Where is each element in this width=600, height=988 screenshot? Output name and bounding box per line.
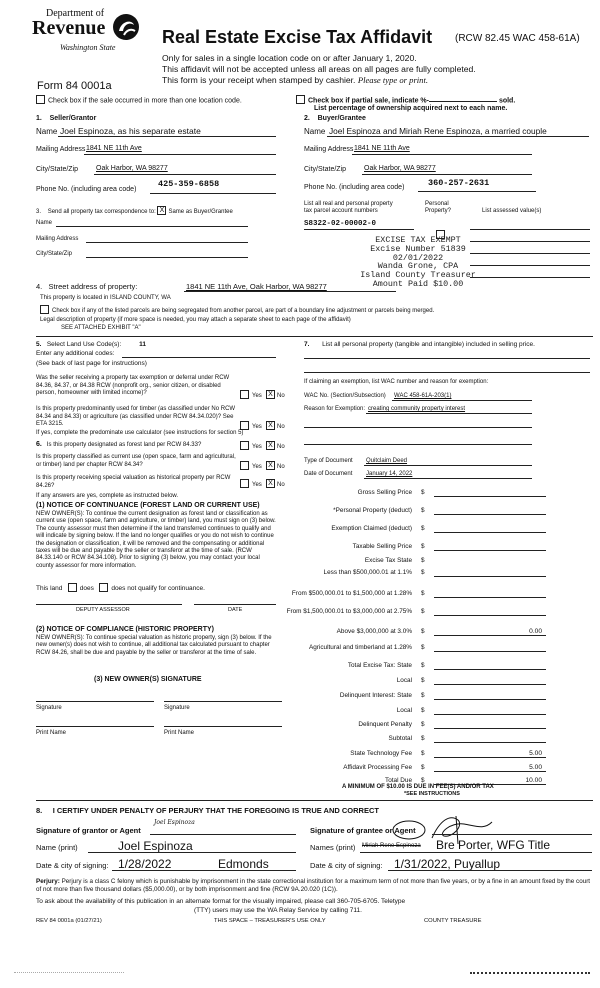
section6-q3: Is this property receiving special valuation as historical property per RCW 84.26? xyxy=(36,475,231,489)
section6-q1: 6. Is this property designated as forest land per RCW 84.33? xyxy=(36,441,202,448)
buyer-phone-label: Phone No. (including area code) xyxy=(304,184,405,191)
new-owner-sig-title: (3) NEW OWNER(S) SIGNATURE xyxy=(94,676,202,683)
section5-see-back: (See back of last page for instructions) xyxy=(36,360,147,367)
tax-row-label: Subtotal xyxy=(388,735,412,742)
buyer-name-label: Name xyxy=(304,127,326,136)
page-title: Real Estate Excise Tax Affidavit xyxy=(162,27,433,47)
section3-mail-label: Mailing Address xyxy=(36,236,79,242)
minimum-note: A MINIMUM OF $10.00 IS DUE IN FEE(S) AND/OR TAX xyxy=(342,784,494,790)
tax-row-label: Total Due xyxy=(385,777,412,784)
logo-swirl-icon xyxy=(110,11,142,43)
tax-row-dollar: $ xyxy=(421,608,425,615)
tax-row-dollar: $ xyxy=(421,590,425,597)
section5-q2-no[interactable]: X No xyxy=(266,422,285,431)
parcels-h2b: Property? xyxy=(425,208,452,214)
tax-row-dollar: $ xyxy=(421,662,425,669)
section5-q1-yes[interactable]: Yes xyxy=(240,391,262,400)
tax-row-line xyxy=(434,496,546,497)
section5-label: 5. Select Land Use Code(s): 11 xyxy=(36,341,146,348)
tax-row-line xyxy=(434,514,546,515)
tax-row-label: *Personal Property (deduct) xyxy=(333,507,412,514)
section6-q1-yes[interactable]: Yes xyxy=(240,442,262,451)
stamp-line4: Wanda Grone, CPA xyxy=(377,261,459,272)
names-print-label: Names (print) xyxy=(310,843,356,852)
tax-row-line xyxy=(434,699,546,700)
tax-row-dollar: $ xyxy=(421,525,425,532)
exempt-stamp xyxy=(360,236,476,289)
notice1-body: NEW OWNER(S): To continue the current designation as forest land or classification as current use (open space, farm and agriculture, or timber) land, you must sign on (3) below. The county assessor must then determine if the land transferred continues to qualify and will indicate by signing below. If the land no longer qualifies or you do not wish to continue the designation or classification, it will be removed and the compensating or additional taxes will be due and payable by the seller or transferor at the time of sale. (RCW 84.33.140 or RCW 84.34.108). Prior to signing (3) below, you may contact your local county assessor for more information. xyxy=(36,511,276,569)
county-treasure: COUNTY TREASURE xyxy=(424,918,482,924)
section3-label: 3. Send all property tax correspondence to: X Same as Buyer/Grantee xyxy=(36,207,233,216)
tax-row-line xyxy=(434,615,546,616)
buyer-mail[interactable]: 1841 NE 11th Ave xyxy=(354,145,410,152)
seller-heading: 1. Seller/Grantor xyxy=(36,115,97,122)
grantor-signature[interactable]: Joel Espinoza xyxy=(154,819,195,826)
tax-row-line xyxy=(434,742,546,743)
seller-phone[interactable]: 425-359-6858 xyxy=(158,179,220,189)
see-instructions: *SEE INSTRUCTIONS xyxy=(404,791,460,797)
reason-label: Reason for Exemption: xyxy=(304,406,366,412)
section5-q2b: If yes, complete the predominate use calculator (see instructions for section 5) xyxy=(36,430,244,436)
tax-row-label: Above $3,000,000 at 3.0% xyxy=(336,628,412,635)
logo-name: Revenue xyxy=(32,17,106,39)
tax-row-line xyxy=(434,597,546,598)
tax-row-dollar: $ xyxy=(421,692,425,699)
seller-name-label: Name xyxy=(36,127,58,136)
section6-any-yes: If any answers are yes, complete as instructed below. xyxy=(36,493,179,499)
tax-row-line xyxy=(434,532,546,533)
section6-q2: Is this property classified as current use (open space, farm and agricultural, or timber) land per chapter RCW 84.34? xyxy=(36,454,236,468)
ask-alt-format: To ask about the availability of this publication in an alternate format for the visually impaired, please call 360-705-6705. Teletype xyxy=(36,898,406,905)
header-sub3: This form is your receipt when stamped by cashier. Please type or print. xyxy=(162,75,429,85)
rev-number: REV 84 0001a (01/27/21) xyxy=(36,918,102,924)
seller-mail[interactable]: 1841 NE 11th Ave xyxy=(86,145,142,152)
perjury: Perjury: Perjury is a class C felony which is punishable by imprisonment in the state correctional institution for a maximum term of not more than five years, or by a fine in an amount fixed by the court of not more than five thousand dollars ($5,000.00), or by both imprisonment and fine (RCW 9A.20.020 (1C)). xyxy=(36,878,591,893)
parcels-h1a: List all real and personal property xyxy=(304,201,393,207)
section3-city-label: City/State/Zip xyxy=(36,251,73,257)
tax-row-dollar: $ xyxy=(421,735,425,742)
section5-q1-no[interactable]: X No xyxy=(266,391,285,400)
this-land-row[interactable]: This land does does not qualify for continuance. xyxy=(36,584,205,593)
section4-exhibit: SEE ATTACHED EXHIBIT "A" xyxy=(61,325,141,331)
tax-row-label: Local xyxy=(396,677,412,684)
grantee-sig-label: Signature of grantee or Agent xyxy=(310,826,416,835)
seller-mail-label: Mailing Address xyxy=(36,146,86,153)
city-left[interactable]: Edmonds xyxy=(218,857,269,871)
treasurer-use: THIS SPACE – TREASURER'S USE ONLY xyxy=(214,918,326,924)
tax-row-line xyxy=(434,669,546,670)
grantee-name-print[interactable]: Bre Porter, WFG Title xyxy=(436,838,551,852)
stamp-line5: Island County Treasurer xyxy=(360,270,476,281)
tax-row-dollar: $ xyxy=(421,707,425,714)
print-name-label-1: Print Name xyxy=(36,730,67,736)
doc-type[interactable]: Quitclaim Deed xyxy=(366,458,408,464)
checkbox[interactable] xyxy=(296,95,305,104)
property-address[interactable]: 1841 NE 11th Ave, Oak Harbor, WA 98277 xyxy=(186,282,327,291)
parcel-number[interactable]: S8322-02-00002-0 xyxy=(304,220,377,228)
buyer-city[interactable]: Oak Harbor, WA 98277 xyxy=(364,165,436,172)
buyer-heading: 2. Buyer/Grantee xyxy=(304,115,366,122)
date-label: DATE xyxy=(228,607,243,613)
print-name-label-2: Print Name xyxy=(164,730,195,736)
checkbox[interactable] xyxy=(36,95,45,104)
doc-date-label: Date of Document xyxy=(304,471,353,477)
date-left[interactable]: 1/28/2022 xyxy=(118,857,172,871)
section6-q3-yes[interactable]: Yes xyxy=(240,480,262,489)
tax-row-line xyxy=(434,757,546,758)
tax-row-label: Agricultural and timberland at 1.28% xyxy=(308,644,412,651)
tax-row-label: Affidavit Processing Fee xyxy=(343,764,412,771)
tax-row-label: Local xyxy=(396,707,412,714)
seller-phone-label: Phone No. (including area code) xyxy=(36,186,137,193)
logo xyxy=(32,8,142,70)
form-number: Form 84 0001a xyxy=(37,80,112,92)
stamp-line6: Amount Paid $10.00 xyxy=(372,278,464,289)
partial-sale-note: List percentage of ownership acquired next to each name. xyxy=(314,105,508,112)
doc-date[interactable]: January 14, 2022 xyxy=(366,471,413,477)
sig-label-2: Signature xyxy=(164,705,190,711)
section5-q2-yes[interactable]: Yes xyxy=(240,422,262,431)
section4-label: 4. Street address of property: xyxy=(36,282,138,291)
tax-row-line xyxy=(434,550,546,551)
wac-label: WAC No. (Section/Subsection) xyxy=(304,393,386,399)
statute: (RCW 82.45 WAC 458-61A) xyxy=(455,33,580,44)
tax-row-dollar: $ xyxy=(421,628,425,635)
section6-q1-no[interactable]: X No xyxy=(266,442,285,451)
tax-row-dollar: $ xyxy=(421,557,425,564)
tax-row-dollar: $ xyxy=(421,569,425,576)
tax-row-label: Gross Selling Price xyxy=(357,489,412,496)
parcels-h2a: Personal xyxy=(425,201,449,207)
tax-row-dollar: $ xyxy=(421,750,425,757)
tax-row-label: Exemption Claimed (deduct) xyxy=(331,525,412,532)
buyer-mail-label: Mailing Address xyxy=(304,146,354,153)
tax-row-line xyxy=(434,684,546,685)
tax-row-dollar: $ xyxy=(421,543,425,550)
tax-row-label: Excise Tax State xyxy=(364,557,412,564)
section6-q2-yes[interactable]: Yes xyxy=(240,462,262,471)
tax-row-line xyxy=(434,576,546,577)
deputy-assessor-label: DEPUTY ASSESSOR xyxy=(76,607,130,613)
logo-state: Washington State xyxy=(60,43,116,52)
seller-city[interactable]: Oak Harbor, WA 98277 xyxy=(96,165,168,172)
seller-name[interactable]: Joel Espinoza, as his separate estate xyxy=(60,126,201,136)
certify: 8. I CERTIFY UNDER PENALTY OF PERJURY THAT THE FOREGOING IS TRUE AND CORRECT xyxy=(36,806,379,815)
tax-row-label: Delinquent Interest: State xyxy=(339,692,412,699)
section7-label: 7. List all personal property (tangible and intangible) included in selling price. xyxy=(304,341,535,348)
doc-type-label: Type of Document xyxy=(304,458,353,464)
grantor-name-print[interactable]: Joel Espinoza xyxy=(118,839,193,853)
checkbox[interactable] xyxy=(40,305,49,314)
wac-claim: If claiming an exemption, list WAC number and reason for exemption: xyxy=(304,379,489,385)
section4-located: This property is located in ISLAND COUNTY, WA xyxy=(40,295,171,301)
tax-row-label: Delinquent Penalty xyxy=(358,721,412,728)
multi-location-check[interactable]: Check box if the sale occurred in more than one location code. xyxy=(36,96,242,105)
section3-name-label: Name xyxy=(36,220,53,226)
section4-segregated[interactable]: Check box if any of the listed parcels are being segregated from another parcel, are part of a boundary line adjustment or parcels being merged. xyxy=(40,306,434,315)
date-city-label-left: Date & city of signing: xyxy=(36,861,109,870)
tax-row-line xyxy=(434,635,546,636)
stamp-line2: Excise Number 51839 xyxy=(370,243,466,254)
tax-row-line xyxy=(434,651,546,652)
parcels-h1b: tax parcel account numbers xyxy=(304,208,378,214)
seller-city-label: City/State/Zip xyxy=(36,166,79,173)
date-city-right[interactable]: 1/31/2022, Puyallup xyxy=(394,857,501,871)
section5-q2: Is this property predominantly used for timber (as classified under No RCW 84.34 and 84.33) or agriculture (as classified under RCW 84.34.020)? See ETA 3215. xyxy=(36,406,236,428)
tax-row-dollar: $ xyxy=(421,777,425,784)
tax-row-dollar: $ xyxy=(421,677,425,684)
section5-q1: Was the seller receiving a property tax exemption or deferral under RCW 84.36, 84.37, or 84.38 RCW (nonprofit org., senior citizen, or disabled person, homeowner with limited income)? xyxy=(36,375,230,397)
logo-dept: Department of xyxy=(46,8,105,19)
notice2-title: (2) NOTICE OF COMPLIANCE (HISTORIC PROPERTY) xyxy=(36,626,214,633)
section6-q2-no[interactable]: X No xyxy=(266,462,285,471)
tax-row-label: From $1,500,000.01 to $3,000,000 at 2.75% xyxy=(286,608,412,615)
section4-legal: Legal description of property (if more space is needed, you may attach a separate sheet to each page of the affidavit) xyxy=(40,317,351,323)
same-as-buyer-checkbox[interactable]: X xyxy=(157,206,166,215)
names-print-struck[interactable]: Miriah Rene Espinoza xyxy=(362,843,421,849)
tax-row-dollar: $ xyxy=(421,721,425,728)
tax-row-dollar: $ xyxy=(421,644,425,651)
header-sub1: Only for sales in a single location code on or after January 1, 2020. xyxy=(162,53,417,63)
wac-value[interactable]: WAC 458-61A-203(1) xyxy=(394,393,452,399)
tty: (TTY) users may use the WA Relay Service by calling 711. xyxy=(194,907,362,914)
tax-row-dollar: $ xyxy=(421,489,425,496)
date-city-label-right: Date & city of signing: xyxy=(310,861,383,870)
tax-row-value[interactable]: 0.00 xyxy=(529,628,542,635)
tax-row-value[interactable]: 5.00 xyxy=(529,764,542,771)
tax-row-label: Less than $500,000.01 at 1.1% xyxy=(323,569,412,576)
tax-row-line xyxy=(434,728,546,729)
tax-row-dollar: $ xyxy=(421,507,425,514)
header-sub2: This affidavit will not be accepted unless all areas on all pages are fully completed. xyxy=(162,64,476,74)
notice1-title: (1) NOTICE OF CONTINUANCE (FOREST LAND OR CURRENT USE) xyxy=(36,502,260,509)
section6-q3-no[interactable]: X No xyxy=(266,480,285,489)
buyer-city-label: City/State/Zip xyxy=(304,166,347,173)
stamp-line1: EXCISE TAX EXEMPT xyxy=(375,235,461,245)
stamp-line3: 02/01/2022 xyxy=(392,252,444,263)
buyer-name[interactable]: Joel Espinoza and Miriah Rene Espinoza, a married couple xyxy=(329,126,547,136)
tax-row-label: From $500,000.01 to $1,500,000 at 1.28% xyxy=(291,590,412,597)
section5-additional: Enter any additional codes: xyxy=(36,350,115,357)
tax-row-dollar: $ xyxy=(421,764,425,771)
reason-value[interactable]: creating community property interest xyxy=(368,406,466,412)
tax-row-value[interactable]: 10.00 xyxy=(525,777,542,784)
partial-sale-check[interactable]: Check box if partial sale, indicate %- sold. xyxy=(296,96,515,105)
buyer-phone[interactable]: 360-257-2631 xyxy=(428,178,490,188)
tax-row-label: State Technology Fee xyxy=(350,750,412,757)
tax-row-value[interactable]: 5.00 xyxy=(529,750,542,757)
grantor-sig-label: Signature of grantor or Agent xyxy=(36,826,141,835)
tax-row-label: Taxable Selling Price xyxy=(352,543,412,550)
tax-row-label: Total Excise Tax: State xyxy=(347,662,412,669)
tax-row-line xyxy=(434,714,546,715)
parcels-h3: List assessed value(s) xyxy=(482,208,542,214)
name-print-label: Name (print) xyxy=(36,843,78,852)
sig-label-1: Signature xyxy=(36,705,62,711)
tax-row-line xyxy=(434,771,546,772)
notice2-body: NEW OWNER(S): To continue special valuation as historic property, sign (3) below. If the new owner(s) does not wish to continue, all additional tax calculated pursuant to chapter RCW 84.26, shall be due and payable by the seller or transferor at the time of sale. xyxy=(36,635,272,656)
